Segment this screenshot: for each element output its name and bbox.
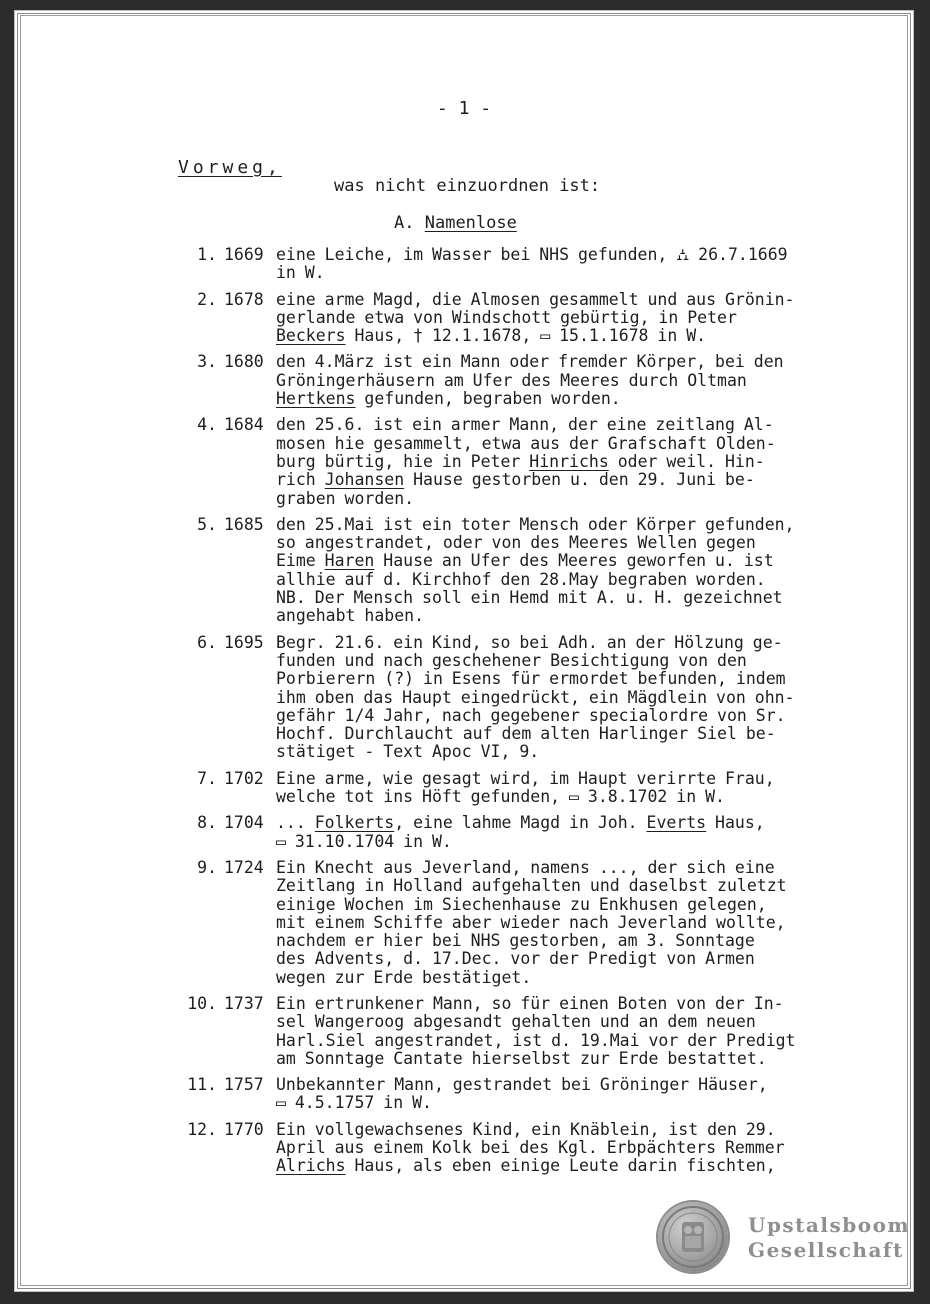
entry-text-segment: Hause gestorben u. den 29. Juni be- graben worden. <box>276 470 755 508</box>
entry-number: 8. <box>197 813 217 833</box>
entry-year: 1770 <box>224 1119 264 1139</box>
entry-text-segment: Haus, als eben einige Leute darin fischten, <box>345 1156 776 1176</box>
entry-number: 2. <box>197 289 217 309</box>
page-subheading: was nicht einzuordnen ist: <box>334 176 601 196</box>
entry-number: 3. <box>197 352 217 372</box>
section-name: Namenlose <box>424 213 517 233</box>
list-item <box>164 814 874 851</box>
entry-text <box>276 416 874 507</box>
entry-year: 1757 <box>224 1075 264 1095</box>
entry-text <box>276 246 874 283</box>
list-item <box>164 634 874 762</box>
page-number: - 1 - <box>436 98 492 119</box>
entry-text-segment: Haus, † 12.1.1678, ▭ 15.1.1678 in W. <box>345 326 707 346</box>
section-title <box>394 213 517 233</box>
entry-number: 1. <box>197 245 217 264</box>
entry-text-segment: ... <box>276 813 315 833</box>
entry-text <box>276 814 874 851</box>
list-item <box>164 1121 874 1176</box>
entry-text-segment: eine Leiche, im Wasser bei NHS gefunden, ⛼ 26.7.1669 in W. <box>276 245 788 283</box>
entry-name: Everts <box>646 813 707 833</box>
entry-year: 1702 <box>224 768 264 788</box>
logo-text <box>748 1213 910 1263</box>
entry-name: Hertkens <box>276 389 356 409</box>
entry-number: 11. <box>187 1075 217 1095</box>
seal-icon <box>658 1202 728 1272</box>
entry-text <box>276 516 874 626</box>
entry-text-segment: , eine lahme Magd in Joh. <box>394 813 647 833</box>
entry-year: 1724 <box>224 857 264 877</box>
entry-name: Hinrichs <box>529 451 609 471</box>
list-item <box>164 859 874 987</box>
entry-text-segment: den 25.6. ist ein armer Mann, der eine zeitlang Al- mosen hie gesammelt, etwa aus der Grafschaft Olden- burg bürtig, hie in Peter <box>276 415 776 471</box>
entry-text-segment: Hause an Ufer des Meeres geworfen u. ist allhie auf d. Kirchhof den 28.May begraben worden. NB. Der Mensch soll ein Hemd mit A. u. H. gezeichnet angehabt haben. <box>276 551 783 626</box>
publisher-logo <box>658 1197 911 1277</box>
entry-text <box>276 291 874 346</box>
entry-number: 6. <box>197 632 217 652</box>
entry-year: 1669 <box>224 245 264 264</box>
list-item <box>164 353 874 408</box>
entry-number: 4. <box>197 415 217 435</box>
entry-year: 1737 <box>224 993 264 1013</box>
list-item <box>164 516 874 626</box>
entry-text-segment: oder weil. Hin- rich <box>276 451 765 490</box>
entry-text <box>276 1076 874 1113</box>
list-item <box>164 416 874 507</box>
logo-line-1: Upstalsboom <box>748 1213 911 1237</box>
entry-text-segment: den 4.März ist ein Mann oder fremder Körper, bei den Gröningerhäusern am Ufer des Meeres durch Oltman <box>276 352 784 390</box>
entry-text-segment: Begr. 21.6. ein Kind, so bei Adh. an der Hölzung ge- funden und nach geschehener Besichtigung von den Porbierern (?) in Esens für ermordet befunden, indem ihm oben das Haupt eingedrückt, ein Mägdlein von ohn- gefähr 1/4 Jahr, nach gegebener specialordre von Sr. Hochf. Durchlaucht auf dem alten Harlinger Siel be- stätiget - Text Apoc VI, 9. <box>276 632 795 762</box>
entry-year: 1684 <box>224 415 264 435</box>
logo-line-2: Gesellschaft <box>748 1238 904 1262</box>
entry-year: 1704 <box>224 813 264 833</box>
entry-text <box>276 353 874 408</box>
entry-text <box>276 770 874 807</box>
heading-text: Vorweg <box>178 157 268 178</box>
heading-suffix: , <box>267 157 282 178</box>
entry-text <box>276 634 874 762</box>
entry-name: Beckers <box>276 326 346 346</box>
entry-text-segment: eine arme Magd, die Almosen gesammelt und aus Grönin- gerlande etwa von Windschott gebürtig, in Peter <box>276 289 795 327</box>
entry-year: 1680 <box>224 352 264 372</box>
document-page <box>14 10 914 1292</box>
list-item <box>164 246 874 283</box>
entry-number: 7. <box>197 768 217 788</box>
entry-year: 1695 <box>224 632 264 652</box>
entry-text-segment: Ein vollgewachsenes Kind, ein Knäblein, ist den 29. April aus einem Kolk bei des Kgl. Erbpächters Remmer <box>276 1119 785 1158</box>
entry-year: 1685 <box>224 514 264 534</box>
entry-name: Johansen <box>324 470 405 490</box>
entry-text <box>276 995 874 1068</box>
entry-text-segment: Eine arme, wie gesagt wird, im Haupt verirrte Frau, welche tot ins Höft gefunden, ▭ 3.8.1702 in W. <box>276 768 775 807</box>
entry-text <box>276 859 874 987</box>
entry-name: Alrichs <box>276 1156 346 1176</box>
list-item <box>164 291 874 346</box>
entry-name: Folkerts <box>314 813 395 833</box>
entry-number: 5. <box>197 514 217 534</box>
entry-number: 12. <box>187 1119 217 1139</box>
entry-text-segment: Unbekannter Mann, gestrandet bei Gröninger Häuser, ▭ 4.5.1757 in W. <box>276 1075 768 1113</box>
entry-text-segment: gefunden, begraben worden. <box>355 389 621 409</box>
entry-text-segment: Haus, ▭ 31.10.1704 in W. <box>276 813 765 851</box>
section-prefix: A. <box>394 213 415 233</box>
page-heading <box>178 157 282 178</box>
entry-text-segment: Ein Knecht aus Jeverland, namens ..., der sich eine Zeitlang in Holland aufgehalten und daselbst zuletzt einige Wochen im Siechenhause zu Enkhusen gelegen, mit einem Schiffe aber wieder nach Jeverland wollte, nachdem er hier bei NHS gestorben, am 3. Sonntage des Advents, d. 17.Dec. vor der Predigt von Armen wegen zur Erde bestätiget. <box>276 857 787 987</box>
entry-list <box>164 246 874 1184</box>
entry-text <box>276 1121 874 1176</box>
entry-text-segment: den 25.Mai ist ein toter Mensch oder Körper gefunden, so angestrandet, oder von des Meeres Wellen gegen Eime <box>276 514 795 571</box>
entry-text-segment: Ein ertrunkener Mann, so für einen Boten von der In- sel Wangeroog abgesandt gehalten und an dem neuen Harl.Siel angestrandet, ist d. 19.Mai vor der Predigt am Sonntage Cantate hierselbst zur Erde bestattet. <box>276 993 796 1068</box>
list-item <box>164 995 874 1068</box>
entry-name: Haren <box>324 551 375 571</box>
entry-year: 1678 <box>224 289 264 309</box>
entry-number: 10. <box>187 993 217 1013</box>
entry-number: 9. <box>197 857 217 877</box>
list-item <box>164 1076 874 1113</box>
list-item <box>164 770 874 807</box>
